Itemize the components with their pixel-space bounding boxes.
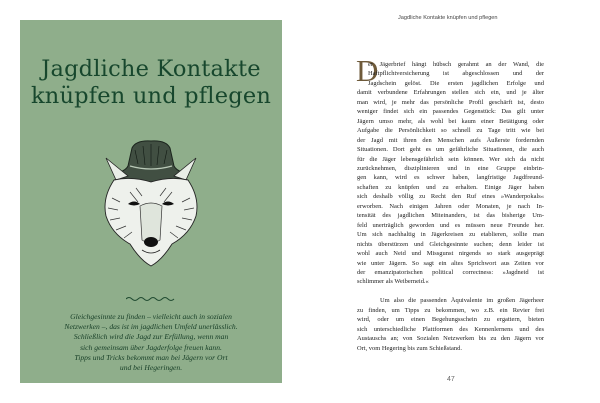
body-line: damit verbundene Erfahrungen stellen sich ein, und je älter bbox=[357, 89, 544, 97]
intro-line: Tipps und Tricks bekommt man bei Jägern vor Ort bbox=[74, 352, 228, 362]
body-text bbox=[357, 60, 544, 353]
body-line: der Jagd mit ihren den Menschen aufs Äußerste fordernden bbox=[357, 136, 544, 144]
body-line: Haftpflichtversicherung ist abgeschlossen und der bbox=[368, 70, 544, 78]
body-line: Situationen. Dort geht es um gefährliche Situationen, die auch bbox=[357, 146, 544, 154]
body-line: Aufgabe die Persönlichkeit so schnell zu Tage tritt wie bei bbox=[357, 127, 544, 135]
body-line: gen kann, wird es schwer haben, langfristige Jagdfreund- bbox=[357, 174, 544, 182]
body-line: schlimmer als Weiberneid.« bbox=[357, 278, 429, 286]
intro-line: sich gemeinsam über Jagderfolge freuen kann. bbox=[80, 342, 222, 352]
body-line: man wird, je mehr das persönliche Profil geschärft ist, desto bbox=[357, 98, 544, 106]
body-line: tensität des jagdlichen Miteinanders, ist das bisherige Um- bbox=[357, 212, 544, 220]
intro-line: und bei Hegeringen. bbox=[119, 363, 183, 373]
intro-line: Schließlich wird die Jagd zur Erfüllung, wenn man bbox=[73, 332, 229, 342]
body-line: schaften zu knüpfen und zu erhalten. Einige Jäger haben bbox=[357, 183, 544, 191]
body-line: wohl auch Neid und Missgunst nirgends so stark ausgeprägt bbox=[357, 250, 544, 258]
chapter-title-line: knüpfen und pflegen bbox=[30, 83, 272, 109]
chapter-title bbox=[20, 56, 282, 110]
body-line: Um also die passenden Äquivalente im großen Jägerheer bbox=[380, 297, 544, 305]
body-line: zurücknehmen, disziplinieren und in eine Gruppe einbrin- bbox=[357, 164, 544, 172]
page-number: 47 bbox=[447, 376, 455, 383]
intro-line: Netzwerken –, das ist im jagdlichen Umfeld unerlässlich. bbox=[64, 322, 238, 332]
body-line: erworben. Nach einigen Jahren oder Monaten, je nach In- bbox=[357, 202, 544, 210]
body-line: Jägern umso mehr, als wohl bei kaum einer Betätigung oder bbox=[357, 117, 544, 125]
running-head: Jagdliche Kontakte knüpfen und pflegen bbox=[398, 15, 498, 21]
body-line: Um sich nachhaltig in Jägerkreisen zu etablieren, sollte man bbox=[357, 231, 544, 239]
wolf-with-hat-icon bbox=[90, 136, 212, 271]
body-line: wie unter Jägern. So sagt ein altes Sprichwort aus Zeiten vor bbox=[357, 259, 544, 267]
body-line: wird, oder um einen Begehungsschein zu ergattern, bieten bbox=[357, 316, 544, 324]
chapter-opener-panel bbox=[20, 20, 282, 383]
chapter-intro bbox=[28, 312, 274, 373]
body-line: weniger findet sich ein passendes Gegenstück: Das gilt unter bbox=[357, 108, 544, 116]
chapter-title-line: Jagdliche Kontakte bbox=[41, 56, 261, 82]
body-line: nichts überstürzen und Gleichgesinnte suchen; denn leider ist bbox=[357, 240, 544, 248]
body-line: Austauschs an; von Sozialen Netzwerken bis zu den Jägern vor bbox=[357, 335, 544, 343]
body-line: für die Jäger lebensgefährlich sein können. Wer sich da nicht bbox=[357, 155, 544, 163]
wave-ornament-icon bbox=[126, 296, 176, 302]
body-line: der emanzipatorischen political correctness: »Jagdneid ist bbox=[357, 268, 544, 276]
body-line: Ort, vom Hegering bis zum Schießstand. bbox=[357, 344, 462, 352]
body-line: er Jägerbrief hängt hübsch gerahmt an der Wand, die bbox=[368, 61, 544, 68]
intro-line: Gleichgesinnte zu finden – vielleicht auch in sozialen bbox=[70, 312, 232, 321]
body-line: sich deshalb völlig zu Recht den Ruf eines »Wanderpokals« bbox=[357, 193, 544, 201]
body-line: sich unterschiedliche Plattformen des Kennenlernens und des bbox=[357, 325, 544, 333]
drop-cap: D bbox=[356, 53, 379, 88]
right-page bbox=[300, 0, 600, 403]
body-line: feld unerträglich geworden und es müssen neue Freunde her. bbox=[357, 221, 544, 229]
body-line: Jagdschein gelöst. Die ersten jagdlichen Erfolge und bbox=[368, 79, 544, 87]
body-line: zu finden, um Tipps zu bekommen, wo z.B. ein Revier frei bbox=[357, 306, 544, 314]
